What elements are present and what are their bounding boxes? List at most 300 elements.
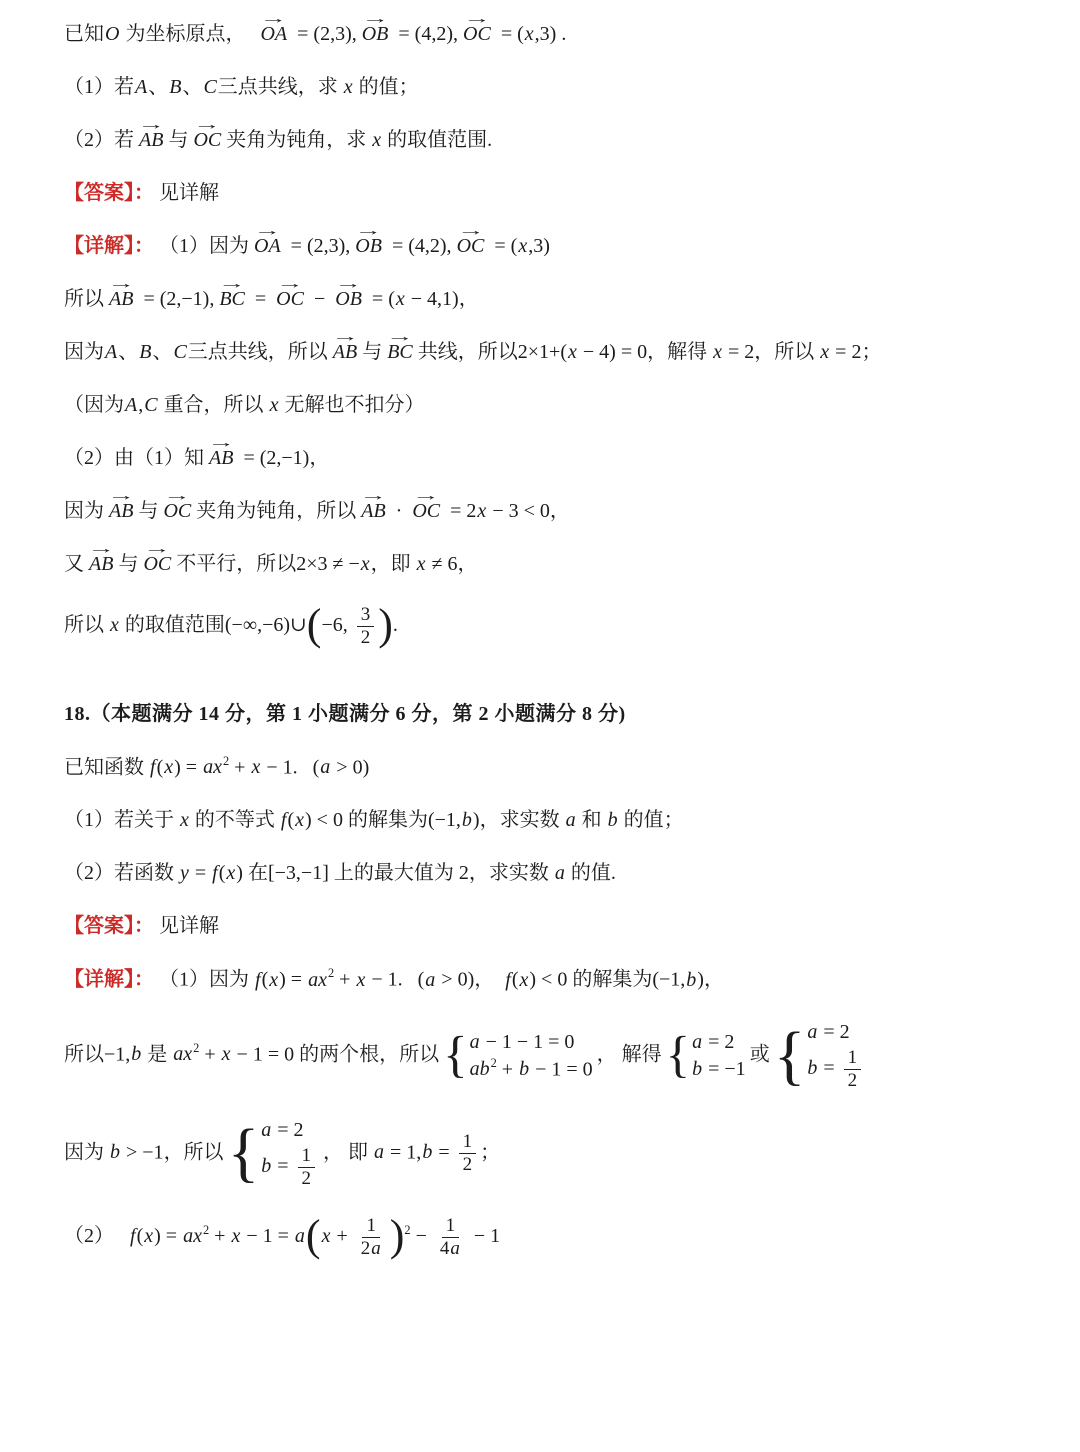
math-roman: = [818, 1056, 840, 1079]
math-italic: ab [469, 1058, 490, 1081]
fraction-denominator: 2 [301, 1167, 312, 1189]
doc-line [64, 794, 1022, 847]
math-italic: x [416, 553, 426, 575]
question-heading: 18.（本题满分 14 分，第 1 小题满分 6 分，第 2 小题满分 8 分) [64, 702, 626, 725]
math-italic: b [519, 1058, 530, 1081]
text-run: ， [457, 553, 478, 575]
cases-row [691, 1057, 746, 1082]
vector-ob: OB → [333, 286, 364, 313]
doc-line [64, 900, 1022, 953]
text-run: ，所以 [754, 341, 820, 363]
text-run: 、 [148, 76, 169, 98]
math-roman: · [390, 500, 408, 522]
text-run: ，即 [370, 553, 416, 575]
fraction-denominator: 2 [462, 1154, 473, 1176]
math-roman: = 2 [818, 1021, 850, 1043]
math-italic: ax [203, 756, 222, 779]
math-roman: 4 [439, 1238, 450, 1260]
math-roman: ) < 0 [305, 809, 343, 832]
math-italic: x [144, 1225, 154, 1248]
text-run: 、 [182, 76, 203, 98]
text-run: 、 [152, 341, 173, 363]
math-roman: = ( [495, 23, 524, 45]
text-run: （1）若关于 [64, 809, 179, 832]
math-italic: C [203, 76, 217, 98]
math-italic: x [221, 1043, 231, 1066]
math-italic: y [180, 862, 189, 885]
vector-ab: AB → [207, 445, 235, 472]
math-roman: ( [136, 1225, 144, 1248]
text-run: ，解得 [647, 341, 713, 363]
math-italic: A [135, 76, 148, 98]
text-run: 上的最大值为 [328, 862, 459, 885]
doc-line [64, 273, 1022, 326]
math-italic: x [395, 288, 405, 310]
math-roman: − 1 [468, 1225, 501, 1248]
text-run: 与 [362, 341, 383, 363]
text-run: ，求实数 [479, 809, 565, 832]
doc-line [64, 61, 1022, 114]
text-run: （1）因为 [154, 235, 249, 257]
text-run: 已知 [64, 23, 104, 45]
fraction [844, 1047, 862, 1092]
cases-row [469, 1057, 593, 1083]
text-run: 见详解 [154, 182, 219, 204]
math-italic: x [713, 341, 722, 363]
math-roman: = −1 [703, 1057, 746, 1080]
math-italic: ax [183, 1225, 202, 1248]
math-italic: f [255, 969, 261, 991]
math-italic: f [212, 862, 218, 885]
math-italic: ax [308, 969, 327, 991]
math-italic: b [692, 1057, 703, 1080]
math-roman: ( [511, 969, 519, 991]
math-italic: x [372, 129, 382, 151]
text-run: 三点共线，求 [217, 76, 343, 98]
math-roman: . [392, 613, 398, 636]
math-roman: = 2 [723, 341, 755, 363]
fraction-denominator [357, 1238, 386, 1260]
text-run: （2）若函数 [64, 862, 179, 885]
doc-line [64, 1105, 1022, 1203]
math-roman: = 2 [830, 341, 862, 363]
text-run: ； [480, 1141, 501, 1164]
text-run: 的解集为 [342, 809, 428, 832]
math-italic: x [321, 1225, 331, 1248]
fraction [298, 1145, 316, 1190]
math-roman: − 1 = [241, 1225, 294, 1248]
math-italic: x [343, 76, 353, 98]
math-roman: ( [156, 756, 164, 779]
doc-line [64, 591, 1022, 662]
cases-row [806, 1047, 865, 1092]
vector-oa: OA → [252, 233, 283, 260]
math-roman: = (2,−1) [238, 447, 310, 469]
math-roman: 2 [458, 862, 469, 885]
math-italic: x [180, 809, 189, 832]
math-roman: + [334, 969, 356, 991]
math-roman: −1, [104, 1043, 131, 1066]
math-italic: a [261, 1118, 272, 1141]
vector-oc: OC → [141, 551, 173, 578]
text-run: （1）因为 [154, 969, 254, 991]
math-roman: − [308, 288, 331, 310]
math-roman: − 4) = 0 [577, 341, 648, 363]
math-italic: C [173, 341, 187, 363]
math-italic: x [110, 613, 119, 636]
math-roman: ≠ 6 [426, 553, 458, 575]
text-run: 与 [138, 500, 159, 522]
text-run: ， 即 [323, 1141, 374, 1164]
text-run: 重合，所以 [158, 394, 269, 416]
doc-line [64, 220, 1022, 273]
text-run: 所以 [64, 613, 109, 636]
math-roman: = 2 [703, 1030, 735, 1053]
math-italic: f [130, 1225, 136, 1248]
math-italic: x [251, 756, 261, 779]
superscript: 2 [202, 1222, 210, 1237]
math-roman: , [138, 394, 144, 416]
cases-row [469, 1030, 593, 1055]
math-italic: b [461, 809, 472, 832]
math-roman: ,3) [528, 235, 550, 257]
math-roman: = (4,2), [386, 235, 452, 257]
math-roman: − 1. ( [261, 756, 320, 779]
math-roman: = ( [489, 235, 518, 257]
math-italic: x [519, 969, 529, 991]
math-roman: = [249, 288, 272, 310]
math-italic: a [807, 1021, 818, 1043]
math-italic: x [518, 235, 528, 257]
big-paren: ( [305, 1211, 321, 1261]
math-roman: ) < 0 [529, 969, 568, 991]
math-italic: a [320, 756, 331, 779]
doc-line [64, 167, 1022, 220]
question-18-heading [64, 688, 1022, 741]
math-roman: ) [697, 969, 704, 991]
math-roman: > 0) [436, 969, 475, 991]
left-brace: { [227, 1116, 260, 1190]
math-italic: f [505, 969, 511, 991]
math-roman: − 1 = 0 [231, 1043, 295, 1066]
vector-oc: OC → [455, 233, 487, 260]
superscript: 2 [193, 1040, 200, 1055]
doc-line [64, 432, 1022, 485]
math-italic: ax [173, 1043, 193, 1066]
fraction-numerator: 1 [459, 1131, 477, 1154]
section-label: 【详解】： [64, 235, 154, 257]
math-italic: x [820, 341, 830, 363]
math-roman: = [189, 862, 212, 885]
cases-row [806, 1020, 865, 1045]
left-brace: { [443, 1027, 468, 1084]
vector-oc: OC → [410, 498, 442, 525]
text-run: 的值； [618, 809, 684, 832]
math-roman: > 0) [331, 756, 370, 779]
vector-ab: AB → [359, 498, 387, 525]
text-run: （2）由（1）知 [64, 447, 204, 469]
doc-line [64, 741, 1022, 795]
cases-row [691, 1030, 746, 1055]
math-italic: f [150, 756, 156, 779]
math-italic: a [554, 862, 565, 885]
text-run: ， [549, 500, 570, 522]
doc-line [64, 847, 1022, 900]
cases-row [260, 1118, 319, 1143]
math-italic: a [450, 1238, 460, 1260]
math-roman: = (4,2), [393, 23, 459, 45]
text-run: ， [309, 447, 330, 469]
math-roman: ) = [279, 969, 308, 991]
text-run: ，求实数 [468, 862, 554, 885]
math-italic: a [692, 1030, 703, 1053]
text-run: ， 解得 [596, 1043, 662, 1066]
equation-system [774, 1020, 865, 1092]
doc-line [64, 114, 1022, 167]
text-run: 三点共线，所以 [187, 341, 328, 363]
fraction-numerator: 1 [442, 1215, 460, 1238]
math-roman: − 4,1) [405, 288, 459, 310]
equation-system [443, 1027, 593, 1084]
text-run: ； [861, 341, 882, 363]
math-roman: ) = [174, 756, 203, 779]
text-run: 夹角为钝角，求 [226, 129, 372, 151]
fraction-numerator: 3 [357, 604, 375, 627]
equation-system [665, 1027, 746, 1084]
fraction-numerator: 1 [298, 1145, 316, 1168]
text-run: 为坐标原点， [120, 23, 256, 45]
vector-oa: OA → [258, 21, 289, 48]
math-roman: − 1. ( [366, 969, 425, 991]
vector-ab: AB → [107, 286, 135, 313]
doc-line [64, 953, 1022, 1007]
math-italic: x [524, 23, 534, 45]
vector-oc: OC → [461, 21, 493, 48]
superscript: 2 [490, 1055, 497, 1070]
text-run: 的值； [353, 76, 419, 98]
text-run: 或 [749, 1043, 770, 1066]
text-run: 因为 [64, 341, 104, 363]
math-italic: a [425, 969, 436, 991]
math-italic: x [231, 1225, 241, 1248]
text-run: 因为 [64, 500, 104, 522]
fraction-denominator [436, 1238, 465, 1260]
text-run: 与 [118, 553, 139, 575]
math-roman: + [199, 1043, 221, 1066]
vector-bc: BC → [217, 286, 247, 313]
math-roman: (−1, [652, 969, 686, 991]
math-italic: a [374, 1141, 385, 1164]
doc-line [64, 538, 1022, 591]
text-run: 见详解 [154, 915, 219, 938]
math-roman: + [496, 1058, 519, 1081]
text-run: 所以 [64, 288, 104, 310]
text-run: 因为 [64, 1141, 109, 1164]
math-roman: 2 [360, 1238, 371, 1260]
math-roman: = 2 [445, 500, 477, 522]
math-italic: b [607, 809, 618, 832]
cases-rows [806, 1020, 865, 1092]
math-roman: ) [472, 809, 480, 832]
text-run: 在 [242, 862, 268, 885]
math-roman: = ( [366, 288, 395, 310]
text-run: （2）若 [64, 129, 134, 151]
vector-ab: AB → [107, 498, 135, 525]
text-run: （因为 [64, 394, 124, 416]
fraction [459, 1131, 477, 1176]
math-italic: b [261, 1154, 272, 1177]
fraction-numerator: 1 [362, 1215, 380, 1238]
vector-ab: AB → [137, 127, 165, 154]
fraction-numerator: 1 [844, 1047, 862, 1070]
text-run: ， [474, 969, 505, 991]
math-italic: b [807, 1056, 818, 1079]
text-run: 无解也不扣分） [279, 394, 425, 416]
text-run: ， [703, 969, 724, 991]
math-italic: x [269, 394, 279, 416]
math-italic: b [686, 969, 697, 991]
text-run: 共线，所以 [417, 341, 518, 363]
text-run: 又 [64, 553, 84, 575]
math-roman: + [331, 1225, 353, 1248]
doc-line [64, 379, 1022, 432]
cases-row [260, 1145, 319, 1190]
vector-oc: OC → [274, 286, 306, 313]
text-run: 不平行，所以 [176, 553, 297, 575]
text-run: 与 [168, 129, 189, 151]
cases-rows [260, 1118, 319, 1190]
fraction [357, 604, 375, 649]
math-roman: + [229, 756, 251, 779]
math-italic: x [477, 500, 487, 522]
text-run: 、 [118, 341, 139, 363]
fraction [436, 1215, 465, 1260]
math-italic: b [422, 1141, 433, 1164]
doc-line [64, 326, 1022, 379]
math-italic: x [295, 809, 305, 832]
math-roman: = 2 [272, 1118, 304, 1141]
math-roman: (−1, [427, 809, 461, 832]
math-italic: x [568, 341, 577, 363]
math-roman: [−3,−1] [267, 862, 329, 885]
left-brace: { [773, 1018, 806, 1092]
math-italic: B [169, 76, 182, 98]
text-run: 的取值范围 [119, 613, 225, 636]
math-italic: a [294, 1225, 305, 1248]
math-roman: − 1 = 0 [530, 1058, 593, 1081]
fraction-denominator: 2 [360, 626, 371, 648]
math-roman: ) [236, 862, 243, 885]
vector-oc: OC → [161, 498, 193, 525]
math-roman: = [433, 1141, 455, 1164]
math-roman: > −1 [121, 1141, 164, 1164]
math-roman: 2×3 ≠ − [296, 553, 360, 575]
fraction-denominator: 2 [847, 1069, 858, 1091]
cases-rows [691, 1030, 746, 1082]
text-run: 所以 [64, 1043, 104, 1066]
math-italic: x [164, 756, 174, 779]
superscript: 2 [404, 1222, 411, 1237]
vector-ab: AB → [331, 339, 359, 366]
big-paren: ) [389, 1211, 405, 1261]
math-italic: b [110, 1141, 120, 1164]
text-run: 夹角为钝角，所以 [196, 500, 357, 522]
vector-bc: BC → [385, 339, 415, 366]
left-brace: { [665, 1027, 691, 1084]
big-paren: ( [306, 599, 322, 649]
math-italic: b [131, 1043, 142, 1066]
math-roman: = (2,−1), [138, 288, 215, 310]
text-run: 的解集为 [567, 969, 653, 991]
equation-system [228, 1118, 319, 1190]
math-roman: 2×1+( [517, 341, 567, 363]
doc-line [64, 1202, 1022, 1273]
vector-ab: AB → [87, 551, 115, 578]
math-roman: = [272, 1154, 294, 1177]
doc-line [64, 485, 1022, 538]
text-run: 已知函数 [64, 756, 149, 779]
math-italic: A [125, 394, 138, 416]
vector-oc: OC → [191, 127, 223, 154]
math-italic: x [360, 553, 370, 575]
math-roman: −6, [321, 613, 353, 636]
math-roman: + [209, 1225, 231, 1248]
math-roman: − 1 − 1 = 0 [480, 1030, 575, 1053]
math-roman: = (2,3), [292, 23, 357, 45]
vector-ob: OB → [353, 233, 384, 260]
fraction [357, 1215, 386, 1260]
math-roman: − [410, 1225, 432, 1248]
big-paren: ) [378, 599, 393, 649]
cases-rows [469, 1030, 593, 1083]
math-roman: = (2,3), [285, 235, 351, 257]
math-italic: x [269, 969, 279, 991]
math-italic: C [144, 394, 158, 416]
math-italic: B [139, 341, 152, 363]
math-italic: A [105, 341, 118, 363]
doc-line [64, 1007, 1022, 1105]
math-roman: ( [218, 862, 226, 885]
superscript: 2 [222, 753, 230, 768]
superscript: 2 [327, 966, 335, 981]
vector-ob: OB → [360, 21, 391, 48]
section-label: 【答案】： [64, 182, 154, 204]
math-italic: O [105, 23, 120, 45]
math-roman: − 3 < 0 [487, 500, 550, 522]
text-run: ，所以 [163, 1141, 224, 1164]
math-roman: ( [287, 809, 295, 832]
text-run: 是 [142, 1043, 173, 1066]
section-label: 【详解】： [64, 969, 154, 991]
math-roman: ) = [154, 1225, 183, 1248]
text-run: （2） [64, 1225, 129, 1248]
doc-line [64, 8, 1022, 61]
math-italic: f [280, 809, 287, 832]
text-run: 的值. [565, 862, 616, 885]
math-italic: x [226, 862, 236, 885]
text-run: （1）若 [64, 76, 134, 98]
text-run: 的不等式 [189, 809, 280, 832]
text-run: 和 [576, 809, 607, 832]
math-italic: a [565, 809, 576, 832]
math-italic: x [356, 969, 366, 991]
math-roman: = 1, [385, 1141, 422, 1164]
section-label: 【答案】： [64, 915, 154, 938]
math-italic: a [469, 1030, 480, 1053]
text-run: 的两个根，所以 [294, 1043, 440, 1066]
math-roman: ( [261, 969, 269, 991]
math-roman: ,3) . [534, 23, 567, 45]
